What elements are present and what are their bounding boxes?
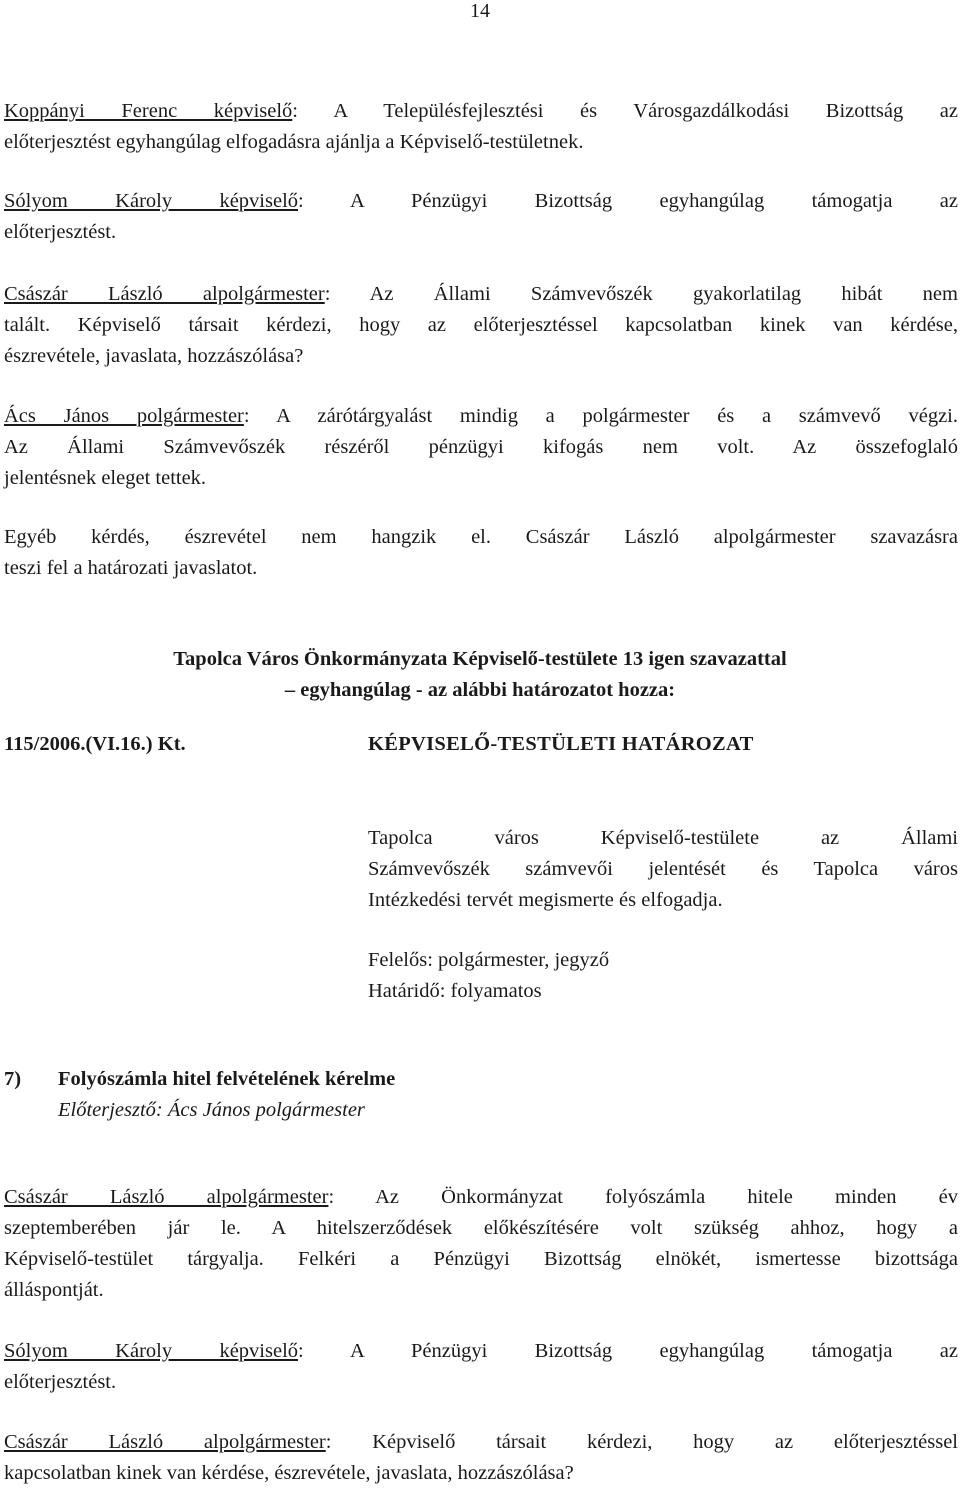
vote-line: Tapolca Város Önkormányzata Képviselő-testülete 13 igen szavazattal	[173, 648, 787, 670]
paragraph-line: Képviselő-testület tárgyalja. Felkéri a Pénzügyi Bizottság elnökét, ismertesse bizottsága	[4, 1248, 958, 1270]
paragraph-line: Egyéb kérdés, észrevétel nem hangzik el. Császár László alpolgármester szavazásra	[4, 526, 958, 548]
paragraph-line	[4, 401, 958, 432]
paragraph-line: jelentésnek eleget tettek.	[4, 467, 207, 489]
statement-text: : Képviselő társait kérdezi, hogy az előterjesztéssel	[325, 1431, 958, 1453]
paragraph-koppanyi	[4, 96, 958, 158]
paragraph-acs	[4, 401, 958, 494]
paragraph-no-questions	[4, 522, 958, 584]
paragraph-solyom	[4, 186, 958, 248]
paragraph-line: kapcsolatban kinek van kérdése, észrevétele, javaslata, hozzászólása?	[4, 1462, 574, 1484]
speaker-name: Császár László alpolgármester	[4, 283, 325, 305]
paragraph-line	[4, 279, 958, 310]
resolution-responsible: Felelős: polgármester, jegyző	[368, 949, 610, 971]
agenda-heading	[4, 1064, 395, 1095]
vote-line: – egyhangúlag - az alábbi határozatot hozza:	[284, 679, 676, 701]
statement-text: : Az Állami Számvevőszék gyakorlatilag hibát nem	[324, 283, 958, 305]
speaker-name: Császár László alpolgármester	[4, 1186, 329, 1208]
paragraph-line: teszi fel a határozati javaslatot.	[4, 557, 258, 579]
speaker-name: Sólyom Károly képviselő	[4, 190, 299, 212]
speaker-name: Császár László alpolgármester	[4, 1431, 326, 1453]
paragraph-csaszar	[4, 279, 958, 372]
paragraph-line	[4, 1336, 958, 1367]
speaker-name: Koppányi Ferenc képviselő	[4, 100, 293, 122]
paragraph-solyom-2	[4, 1336, 958, 1398]
paragraph-line: előterjesztést.	[4, 221, 117, 243]
statement-text: : Az Önkormányzat folyószámla hitele minden év	[328, 1186, 958, 1208]
resolution-line: Tapolca város Képviselő-testülete az Állami	[368, 827, 958, 849]
resolution-deadline: Határidő: folyamatos	[368, 980, 542, 1002]
paragraph-line	[4, 1427, 958, 1458]
statement-text: : A Pénzügyi Bizottság egyhangúlag támogatja az	[298, 190, 958, 212]
statement-text: : A Pénzügyi Bizottság egyhangúlag támogatja az	[298, 1340, 958, 1362]
paragraph-line: Az Állami Számvevőszék részéről pénzügyi kifogás nem volt. Az összefoglaló	[4, 436, 958, 458]
paragraph-line: szeptemberében jár le. A hitelszerződések előkészítésére volt szükség ahhoz, hogy a	[4, 1217, 958, 1239]
vote-statement	[0, 644, 960, 706]
paragraph-line	[4, 186, 958, 217]
speaker-name: Sólyom Károly képviselő	[4, 1340, 299, 1362]
paragraph-line: észrevétele, javaslata, hozzászólása?	[4, 345, 304, 367]
paragraph-csaszar-2	[4, 1427, 958, 1489]
paragraph-line: talált. Képviselő társait kérdezi, hogy az előterjesztéssel kapcsolatban kinek van kérdése,	[4, 314, 958, 336]
agenda-number: 7)	[4, 1068, 22, 1090]
paragraph-line: előterjesztést.	[4, 1371, 117, 1393]
speaker-name: Ács János polgármester	[4, 405, 244, 427]
resolution-line: Intézkedési tervét megismerte és elfogadja.	[368, 889, 723, 911]
resolution-meta	[368, 945, 609, 1007]
paragraph-csaszar-credit	[4, 1182, 958, 1306]
resolution-title: KÉPVISELŐ-TESTÜLETI HATÁROZAT	[368, 733, 754, 755]
paragraph-line	[4, 96, 958, 127]
paragraph-line: álláspontját.	[4, 1279, 104, 1301]
agenda-title: Folyószámla hitel felvételének kérelme	[58, 1068, 396, 1090]
paragraph-line: előterjesztést egyhangúlag elfogadásra ajánlja a Képviselő-testületnek.	[4, 131, 584, 153]
paragraph-line	[4, 1182, 958, 1213]
agenda-item	[4, 1064, 395, 1126]
resolution-body	[368, 823, 958, 916]
statement-text: : A Településfejlesztési és Városgazdálkodási Bizottság az	[292, 100, 958, 122]
agenda-presenter: Előterjesztő: Ács János polgármester	[58, 1099, 365, 1121]
page-number: 14	[470, 0, 490, 22]
statement-text: : A zárótárgyalást mindig a polgármester és a számvevő végzi.	[243, 405, 959, 427]
resolution-line: Számvevőszék számvevői jelentését és Tapolca város	[368, 858, 958, 880]
resolution-id: 115/2006.(VI.16.) Kt.	[4, 733, 186, 755]
